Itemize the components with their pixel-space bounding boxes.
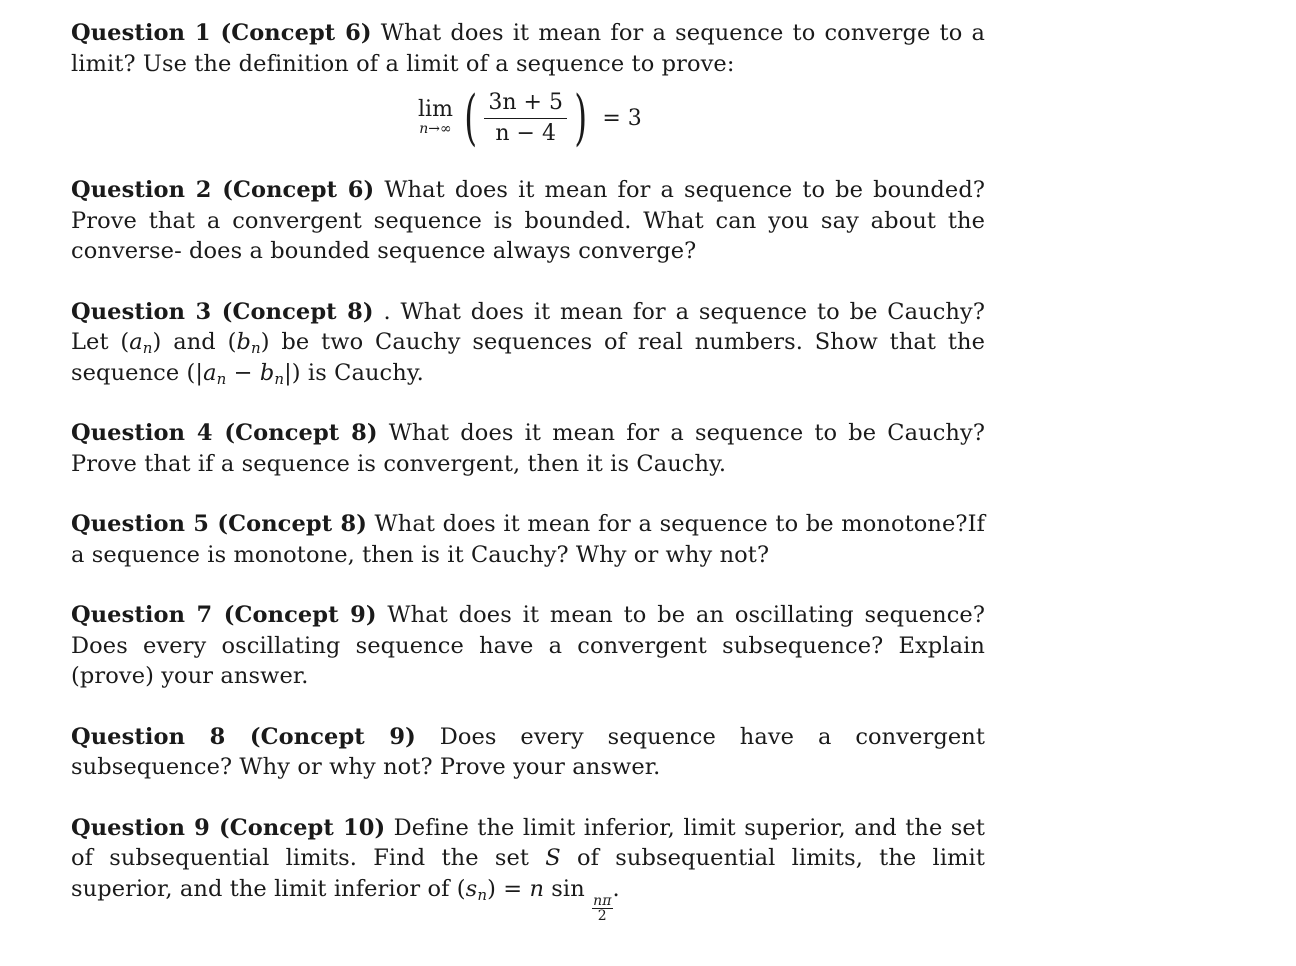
question-1 [71,18,985,79]
question-5-heading: Question 5 (Concept 8) [71,511,367,537]
equation-rhs: = 3 [602,105,642,131]
var-b: b [236,329,251,355]
fraction [484,91,567,146]
question-2-text: What does it mean for a sequence to be bounded? Prove that a convergent sequence is bounded. What can you say about the converse- does a bounded sequence always converge? [71,177,985,264]
fraction-denominator: n − 4 [495,120,556,146]
question-8-text: Does every sequence have a convergent subsequence? Why or why not? Prove your answer. [71,723,986,780]
question-3-text-d: − [226,359,260,386]
question-3 [71,297,985,389]
var-a: a [203,359,217,386]
var-S: S [545,845,561,871]
question-2 [71,175,985,267]
fraction-denominator: 2 [597,907,607,924]
question-3-text-e: |) is Cauchy. [284,359,424,386]
var-a: a [129,329,143,355]
question-7-text: What does it mean to be an oscillating sequence? Does every oscillating sequence have a convergent subsequence? Explain (prove) your answer. [71,602,985,689]
question-8 [71,722,985,783]
question-8-heading: Question 8 (Concept 9) [71,723,416,750]
question-4-heading: Question 4 (Concept 8) [71,420,378,446]
limit-equation [71,83,985,153]
question-1-heading: Question 1 (Concept 6) [71,20,372,46]
question-5 [71,509,985,570]
right-paren: ) [574,83,588,153]
question-1-text: What does it mean for a sequence to converge to a limit? Use the definition of a limit of a sequence to prove: [71,20,986,77]
sub-n: n [216,369,227,388]
var-s: s [465,875,478,902]
sub-n: n [274,369,285,388]
question-9-text-e: . [612,875,620,902]
question-7 [71,600,985,692]
question-2-heading: Question 2 (Concept 6) [71,177,375,203]
question-3-text-c: ) be two Cauchy sequences of real numbers. Show that the sequence (| [71,329,985,386]
question-5-text: What does it mean for a sequence to be monotone?If a sequence is monotone, then is it Cauchy? Why or why not? [71,511,985,568]
npi-over-2-fraction [592,894,612,923]
fraction-numerator: 3n + 5 [484,91,567,119]
left-paren: ( [464,83,478,153]
sub-n: n [477,885,488,904]
question-9-text-b: of subsequential limits, the limit superior, and the limit inferior of ( [71,845,985,902]
fraction-numerator: nπ [593,892,612,909]
question-9-text-c: ) = [487,875,530,902]
question-9 [71,813,985,923]
question-4 [71,418,985,479]
document-page [71,18,985,953]
question-9-text-d: sin [544,875,593,902]
question-7-heading: Question 7 (Concept 9) [71,602,377,628]
sub-n: n [250,339,261,357]
question-4-text: What does it mean for a sequence to be Cauchy?Prove that if a sequence is convergent, then it is Cauchy. [71,420,985,477]
lim-subscript: n→∞ [419,121,452,137]
sub-n: n [142,339,153,357]
question-3-text-b: ) and ( [152,329,237,355]
var-b: b [259,359,275,386]
lim-word: lim [418,97,453,122]
var-n: n [529,875,545,902]
question-9-heading: Question 9 (Concept 10) [71,814,386,841]
question-9-text-a: Define the limit inferior, limit superior, and the set of subsequential limits. Find the set [71,814,985,871]
limit-operator [418,99,453,137]
question-3-text-a: . What does it mean for a sequence to be Cauchy? Let ( [71,298,985,355]
question-3-heading: Question 3 (Concept 8) [71,298,374,325]
